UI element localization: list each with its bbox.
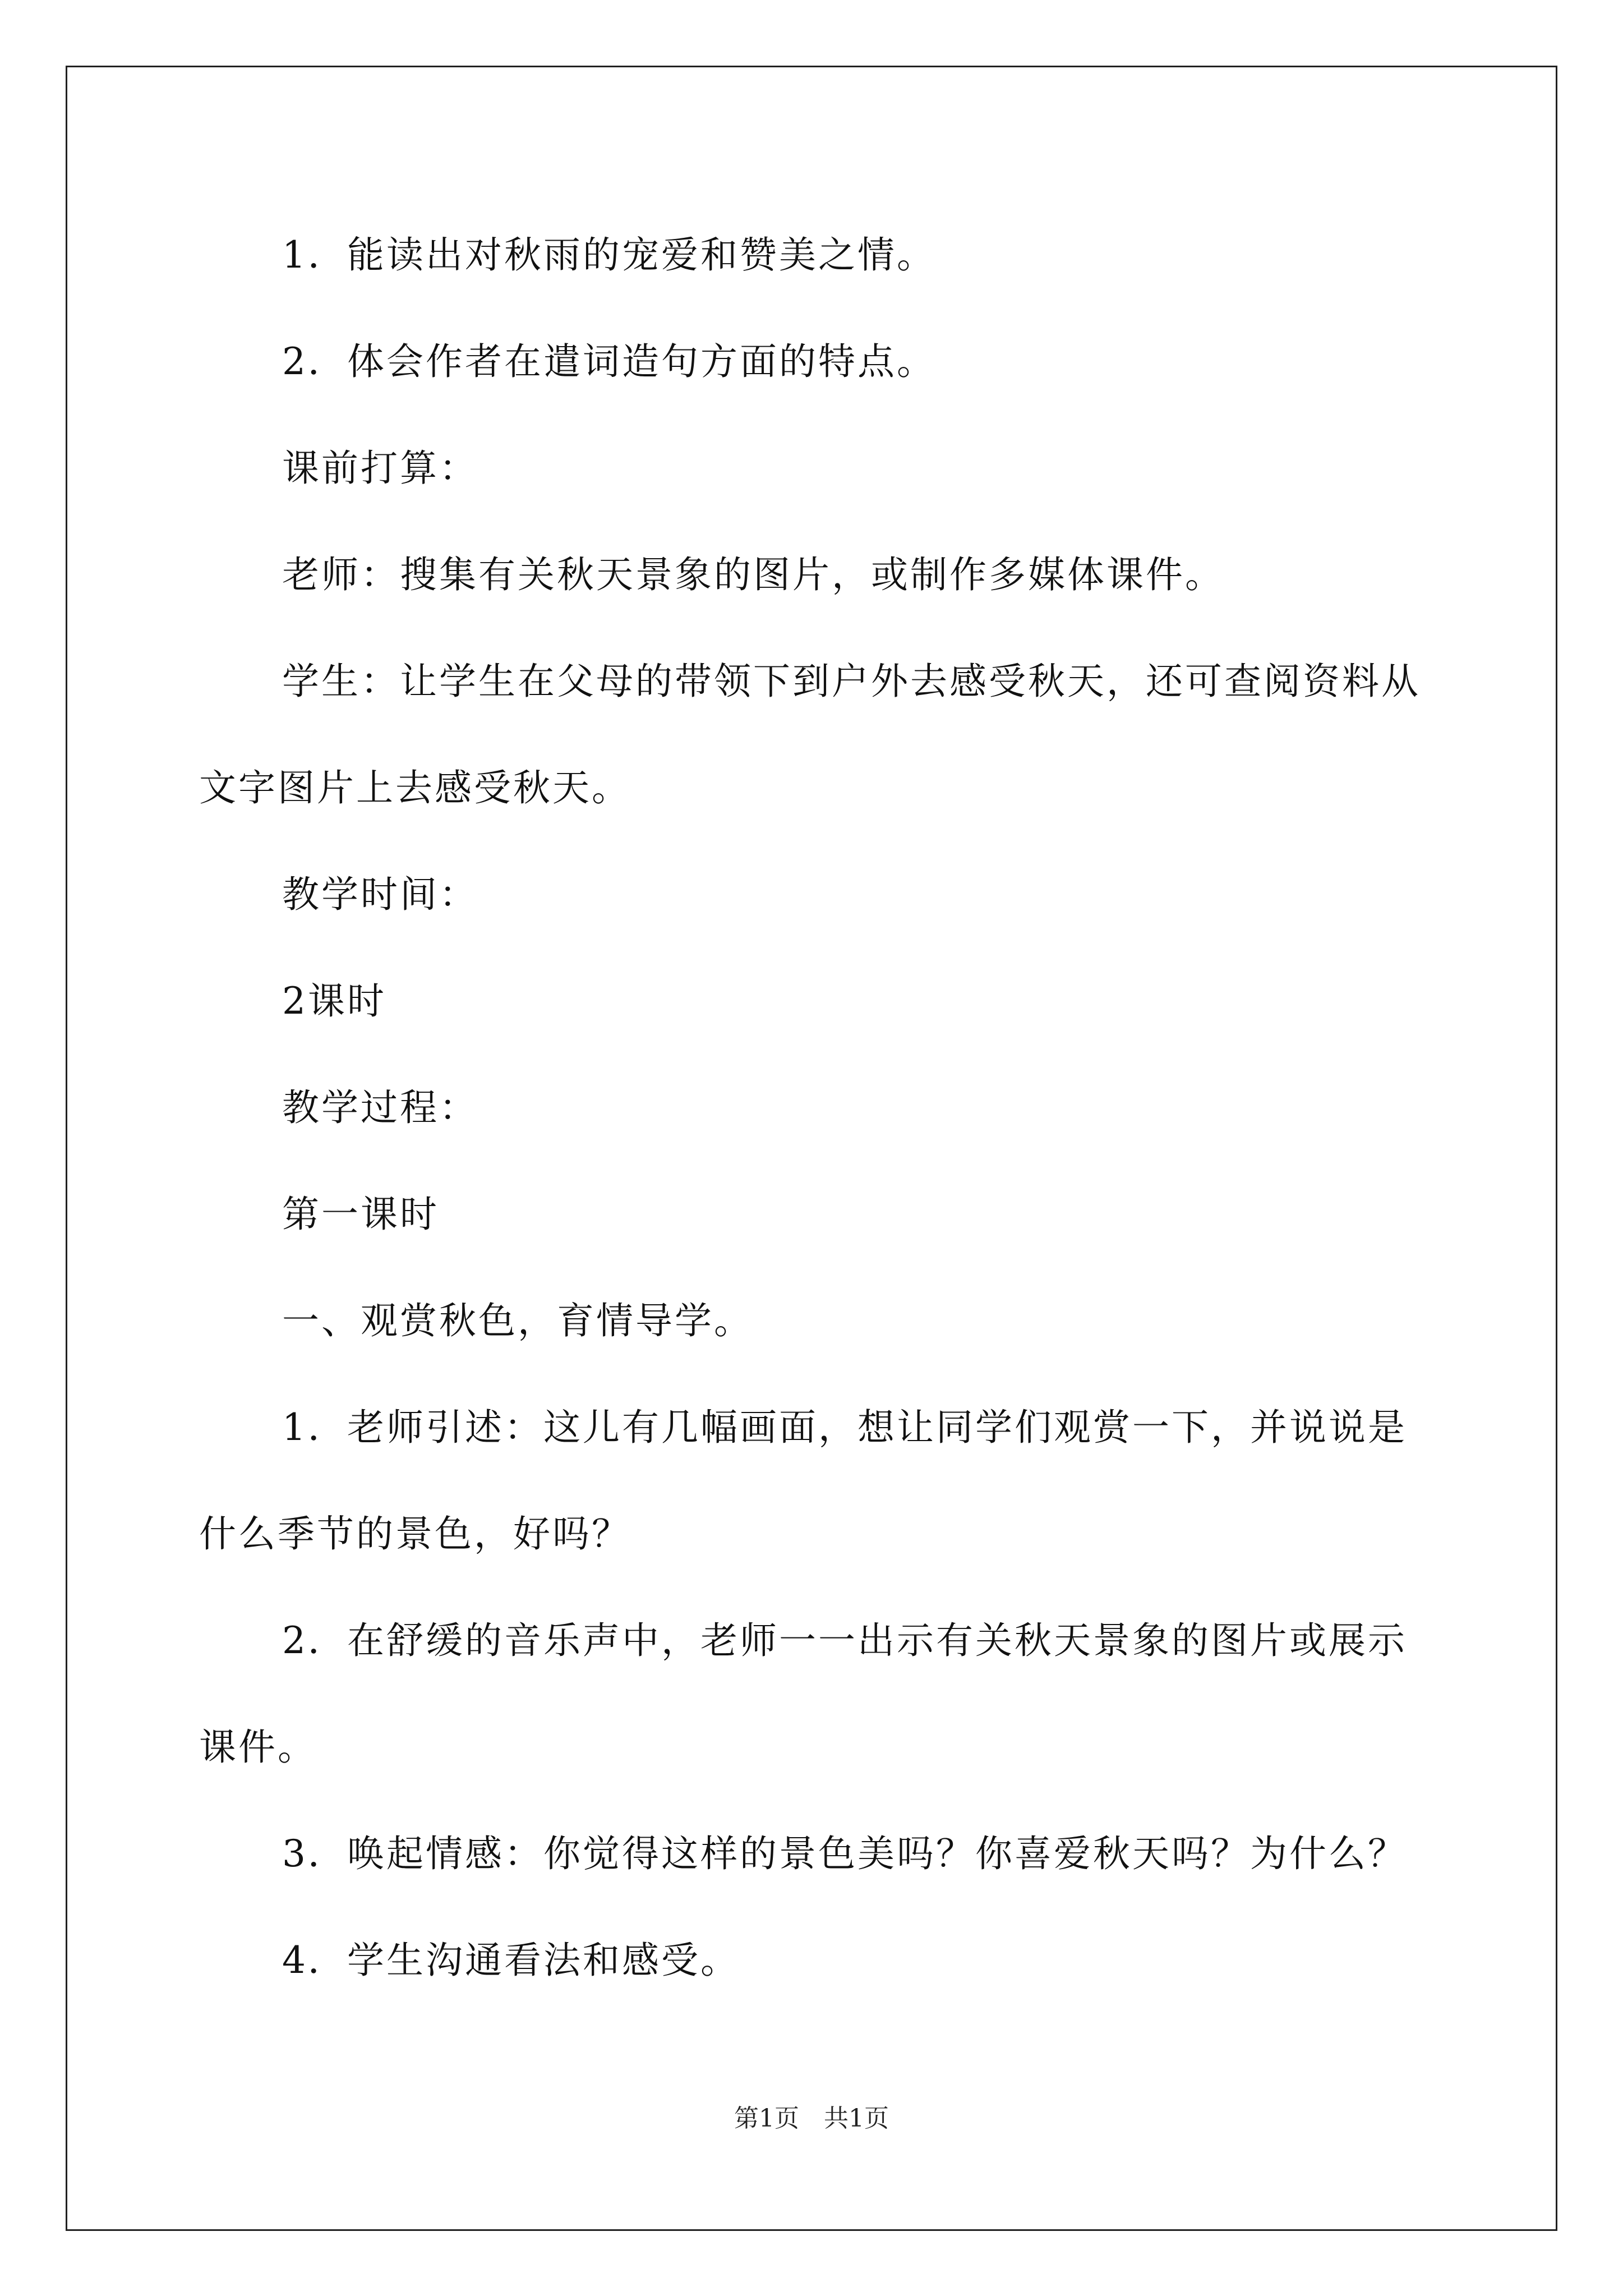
paragraph-time-value: 2课时 [282,979,386,1023]
document-body [199,202,1427,2014]
paragraph-lesson-one: 第一课时 [282,1193,439,1236]
paragraph-process-heading: 教学过程： [282,1086,478,1129]
paragraph-goal-1: 1．能读出对秋雨的宠爱和赞美之情。 [282,233,936,277]
paragraph-prep-heading: 课前打算： [282,447,478,490]
paragraph-teacher-prep: 老师：搜集有关秋天景象的图片，或制作多媒体课件。 [282,553,1224,596]
paragraph-step-4: 4．学生沟通看法和感受。 [282,1939,740,1982]
paragraph-time-heading: 教学时间： [282,873,478,916]
paragraph-step-3: 3．唤起情感：你觉得这样的景色美吗？你喜爱秋天吗？为什么？ [282,1832,1407,1875]
paragraph-step-2: 2．在舒缓的音乐声中，老师一一出示有关秋天景象的图片或展示课件。 [199,1619,1407,1769]
page-number-footer: 第1页 共1页 [734,2104,889,2133]
paragraph-student-prep: 学生：让学生在父母的带领下到户外去感受秋天，还可查阅资料从文字图片上去感受秋天。 [199,660,1421,809]
paragraph-step-1: 1．老师引述：这儿有几幅画面，想让同学们观赏一下，并说说是什么季节的景色，好吗？ [199,1406,1407,1556]
paragraph-section-one: 一、观赏秋色，育情导学。 [282,1299,753,1342]
paragraph-goal-2: 2．体会作者在遣词造句方面的特点。 [282,340,936,383]
